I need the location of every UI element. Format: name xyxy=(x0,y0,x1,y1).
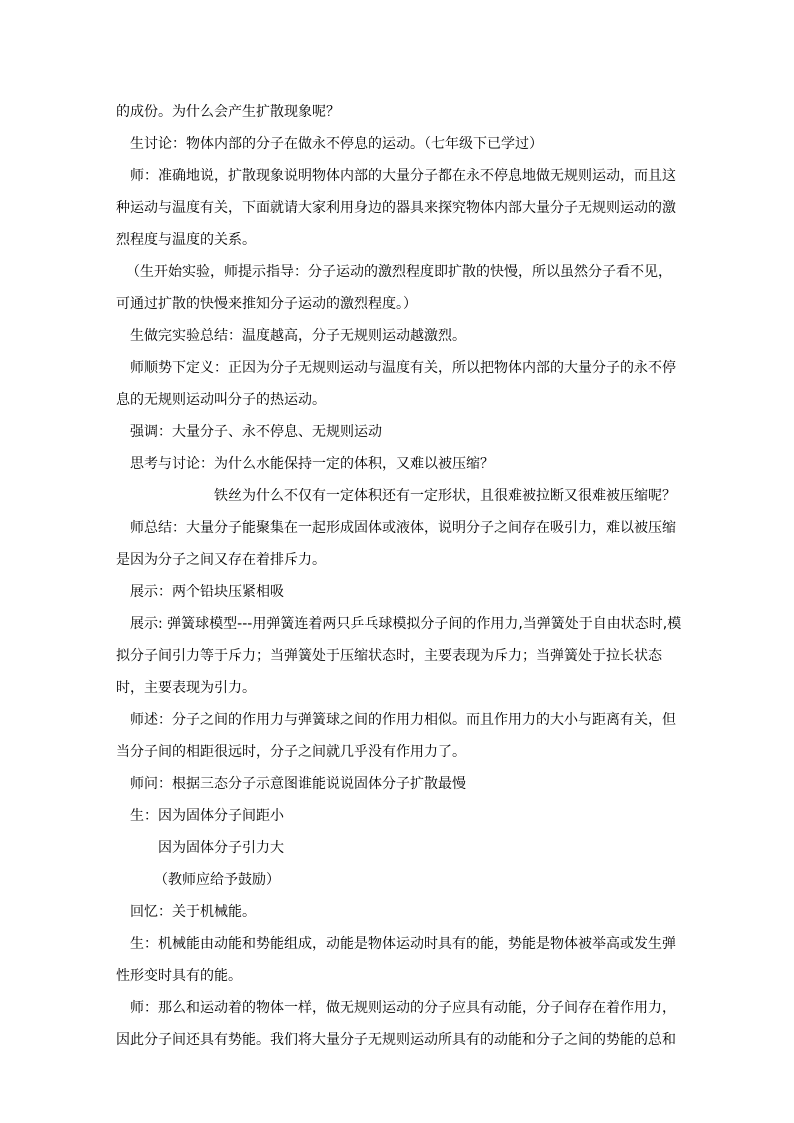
document-body xyxy=(116,96,682,1056)
paragraph-1: 的成份。为什么会产生扩散现象呢？ xyxy=(116,104,340,120)
paragraph-7: 强调：大量分子、永不停息、无规则运动 xyxy=(130,424,382,440)
paragraph-11: 展示：两个铅块压紧相吸 xyxy=(130,584,284,600)
paragraph-17: （教师应给予鼓励） xyxy=(154,872,280,888)
paragraph-4: （生开始实验，师提示指导：分子运动的激烈程度即扩散的快慢，所以虽然分子看不见，可通过扩散的快慢来推知分子运动的激烈程度。） xyxy=(116,264,672,312)
paragraph-10: 师总结：大量分子能聚集在一起形成固体或液体，说明分子之间存在吸引力，难以被压缩是因为分子之间又存在着排斥力。 xyxy=(116,520,676,568)
paragraph-12: 展示: 弹簧球模型---用弹簧连着两只乒乓球模拟分子间的作用力,当弹簧处于自由状态时,模拟分子间引力等于斥力；当弹簧处于压缩状态时，主要表现为斥力；当弹簧处于拉长状态时，主要表现为引力。 xyxy=(116,616,682,696)
paragraph-20: 师：那么和运动着的物体一样，做无规则运动的分子应具有动能，分子间存在着作用力，因此分子间还具有势能。我们将大量分子无规则运动所具有的动能和分子之间的势能的总和 xyxy=(116,1000,676,1048)
paragraph-5: 生做完实验总结：温度越高，分子无规则运动越激烈。 xyxy=(130,328,466,344)
paragraph-9: 铁丝为什么不仅有一定体积还有一定形状，且很难被拉断又很难被压缩呢？ xyxy=(214,488,676,504)
paragraph-8: 思考与讨论：为什么水能保持一定的体积，又难以被压缩？ xyxy=(130,456,494,472)
paragraph-3: 师：准确地说，扩散现象说明物体内部的大量分子都在永不停息地做无规则运动，而且这种运动与温度有关，下面就请大家利用身边的器具来探究物体内部大量分子无规则运动的激烈程度与温度的关系。 xyxy=(116,168,676,248)
paragraph-13: 师述：分子之间的作用力与弹簧球之间的作用力相似。而且作用力的大小与距离有关，但当分子间的相距很远时，分子之间就几乎没有作用力了。 xyxy=(116,712,676,760)
paragraph-19: 生：机械能由动能和势能组成，动能是物体运动时具有的能，势能是物体被举高或发生弹性形变时具有的能。 xyxy=(116,936,676,984)
paragraph-6: 师顺势下定义：正因为分子无规则运动与温度有关，所以把物体内部的大量分子的永不停息的无规则运动叫分子的热运动。 xyxy=(116,360,676,408)
paragraph-15: 生：因为固体分子间距小 xyxy=(130,808,284,824)
paragraph-2: 生讨论：物体内部的分子在做永不停息的运动。（七年级下已学过） xyxy=(130,136,543,152)
paragraph-18: 回忆：关于机械能。 xyxy=(130,904,256,920)
paragraph-14: 师问：根据三态分子示意图谁能说说固体分子扩散最慢 xyxy=(130,776,466,792)
paragraph-16: 因为固体分子引力大 xyxy=(158,840,284,856)
